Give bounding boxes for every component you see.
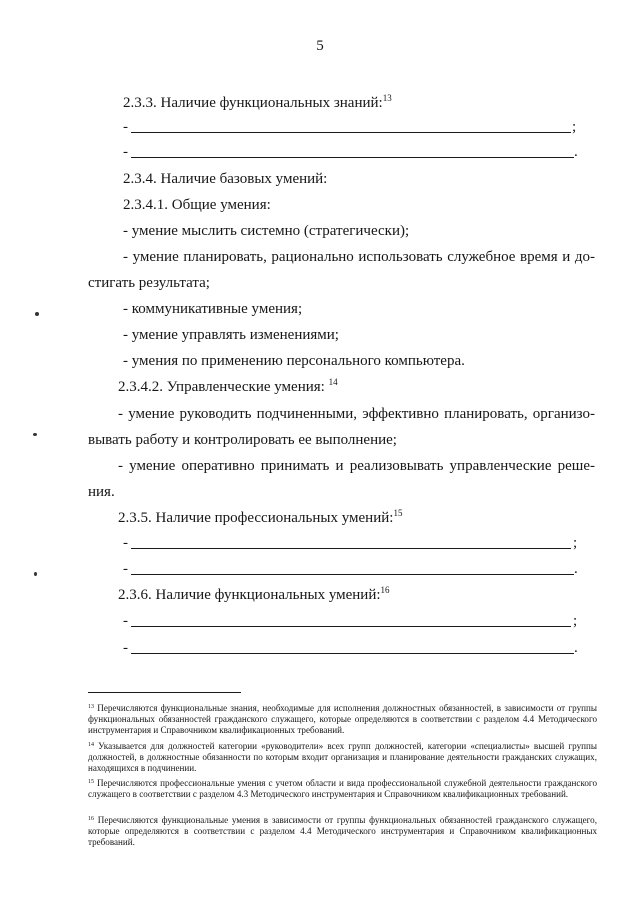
blank-line-professional-2: - . (123, 561, 578, 577)
footnote-ref-13: 13 (382, 93, 392, 103)
scan-speck (33, 433, 37, 436)
heading-2-3-5: 2.3.5. Наличие профессиональных умений:$^{15}$ (118, 508, 403, 526)
blank-line-knowledge-2: - . (123, 144, 578, 160)
footnote-13: $^{13}$ Перечисляются функциональные знания, необходимые для исполнения должностных обязанностей, в зависимости от группы функциональных обязанностей гражданского служащего, которые определяются в соответствии с разделом 4.4 Методического инструментария и Справочником квалификационных требований. (88, 703, 597, 735)
heading-2-3-6: 2.3.6. Наличие функциональных умений:$^{16}$ (118, 585, 390, 603)
footnote-ref-14: 14 (328, 377, 338, 387)
general-skill-1: - умение мыслить системно (стратегически); (123, 223, 410, 239)
footnote-15: $^{15}$ Перечисляются профессиональные умения с учетом области и вида профессиональной служебной деятельности гражданского служащего в соответствии с разделом 4.3 Методического инструментария и Справочником квалификационных требований. (88, 778, 597, 799)
heading-2-3-4: 2.3.4. Наличие базовых умений: (123, 171, 328, 187)
management-skill-2-line-2: ния. (88, 484, 115, 500)
footnote-14: $^{14}$ Указывается для должностей категории «руководители» всех групп должностей, категории «специалисты» высшей группы должностей, в должностные обязанности по которым входит организация и планирование деятельности гражданских служащих, находящихся в подчинении. (88, 741, 597, 773)
management-skill-1-line-2: вывать работу и контролировать ее выполнение; (88, 432, 397, 448)
footnote-ref-16: 16 (380, 585, 390, 595)
scan-speck (35, 312, 39, 316)
footnote-separator (88, 692, 241, 693)
general-skill-5: - умения по применению персонального компьютера. (123, 353, 465, 369)
heading-2-3-4-2: 2.3.4.2. Управленческие умения: $^{14}$ (118, 377, 338, 395)
blank-line-professional-1: - ; (123, 535, 578, 551)
footnote-ref-15: 15 (393, 508, 403, 518)
heading-2-3-4-1: 2.3.4.1. Общие умения: (123, 197, 271, 213)
blank-line-functional-1: - ; (123, 613, 578, 629)
scan-speck (34, 572, 37, 576)
general-skill-3: - коммуникативные умения; (123, 301, 303, 317)
management-skill-1-line-1: - умение руководить подчиненными, эффективно планировать, организо- (118, 406, 595, 422)
general-skill-2-line-1: - умение планировать, рационально использовать служебное время и до- (123, 249, 595, 265)
footnote-16: $^{16}$ Перечисляются функциональные умения в зависимости от группы функциональных обязанностей гражданского служащего, которые определяются в соответствии с разделом 4.4 Методического инструментария и Справочником квалификационных требований. (88, 815, 597, 847)
heading-2-3-3: 2.3.3. Наличие функциональных знаний:$^{13}$ (123, 93, 392, 111)
general-skill-2-line-2: стигать результата; (88, 275, 210, 291)
blank-line-functional-2: - . (123, 640, 578, 656)
blank-line-knowledge-1: - ; (123, 119, 577, 135)
page-number: 5 (316, 38, 324, 54)
general-skill-4: - умение управлять изменениями; (123, 327, 339, 343)
management-skill-2-line-1: - умение оперативно принимать и реализовывать управленческие реше- (118, 458, 595, 474)
